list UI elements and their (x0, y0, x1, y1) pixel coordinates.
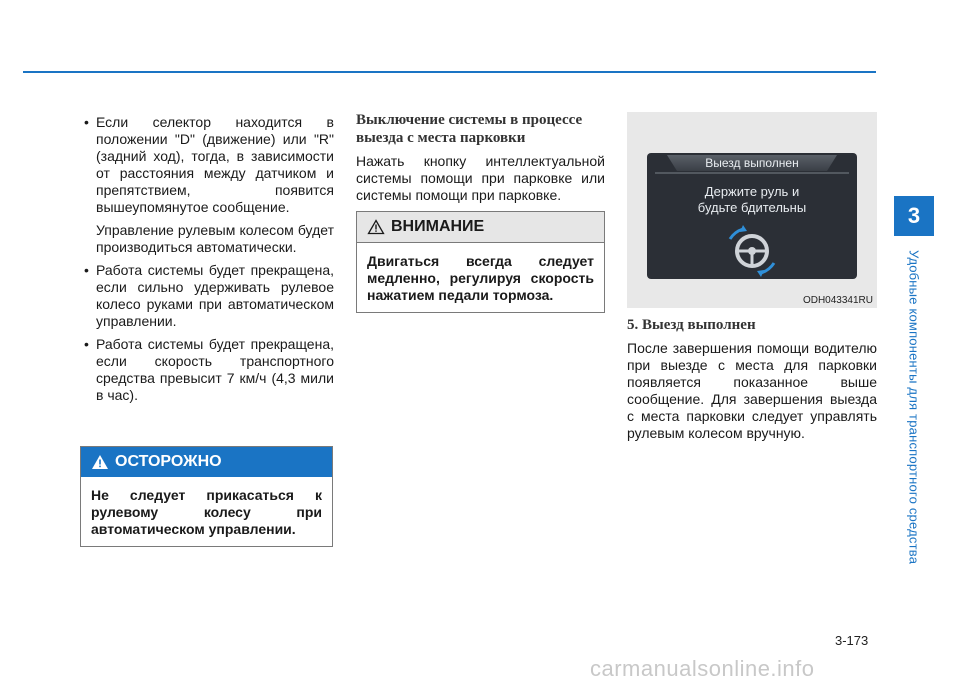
paragraph: Нажать кнопку интеллектуальной системы помощи при парковке или системы помощи при парковке. (356, 153, 605, 203)
warning-box (356, 211, 605, 313)
column-middle (356, 111, 605, 212)
steering-wheel-icon (730, 225, 774, 277)
caution-box (80, 446, 333, 547)
screen-title: Выезд выполнен (705, 156, 799, 170)
page-number: 3-173 (835, 633, 869, 648)
section-heading: 5. Выезд выполнен (627, 317, 756, 333)
warning-body: Двигаться всегда следует медленно, регулируя скорость нажатием педали тормоза. (367, 253, 594, 303)
bullet-item: • Если селектор находится в положении "D" (движение) или "R" (задний ход), тогда, в зависимости от расстояния между датчиком и препятствием, появится вышеупомянутое сообщение. (80, 114, 334, 216)
top-rule (23, 71, 876, 73)
cluster-display-figure (627, 112, 877, 308)
bullet-item: • Работа системы будет прекращена, если скорость транспортного средства превысит 7 км/ч (4,3 мили в час). (80, 336, 334, 404)
watermark: carmanualsonline.info (590, 656, 815, 681)
warning-triangle-icon (367, 219, 385, 235)
cluster-screen (647, 153, 857, 279)
bullet-sub-paragraph: Управление рулевым колесом будет производиться автоматически. (96, 222, 334, 255)
warning-title: ВНИМАНИЕ (391, 218, 485, 235)
section-number-tab[interactable]: 3 (894, 196, 934, 236)
screen-message-line1: Держите руль и (704, 184, 800, 199)
section-title-text: Удобные компоненты для транспортного средства (906, 250, 922, 565)
cluster-screen-graphic (647, 153, 857, 279)
column-right (627, 316, 877, 450)
caution-title: ОСТОРОЖНО (115, 453, 222, 470)
column-left (80, 114, 334, 410)
screen-message-line2: будьте бдительны (697, 200, 807, 215)
section-heading: Выключение системы в процессе выезда с места парковки (356, 112, 583, 146)
figure-code: ODH043341RU (802, 295, 873, 306)
paragraph: После завершения помощи водителю при выезде с места для парковки появляется показанное выше сообщение. Для завершения выезда с места парковки следует управлять рулевым колесом вручную. (627, 340, 877, 441)
caution-body: Не следует прикасаться к рулевому колесу при автоматическом управлении. (91, 487, 322, 537)
warning-header (357, 212, 604, 243)
warning-triangle-icon (91, 454, 109, 470)
bullet-item: • Работа системы будет прекращена, если сильно удерживать рулевое колесо руками при автоматическом управлении. (80, 262, 334, 330)
section-title-vertical (897, 250, 931, 580)
caution-header (81, 447, 332, 477)
